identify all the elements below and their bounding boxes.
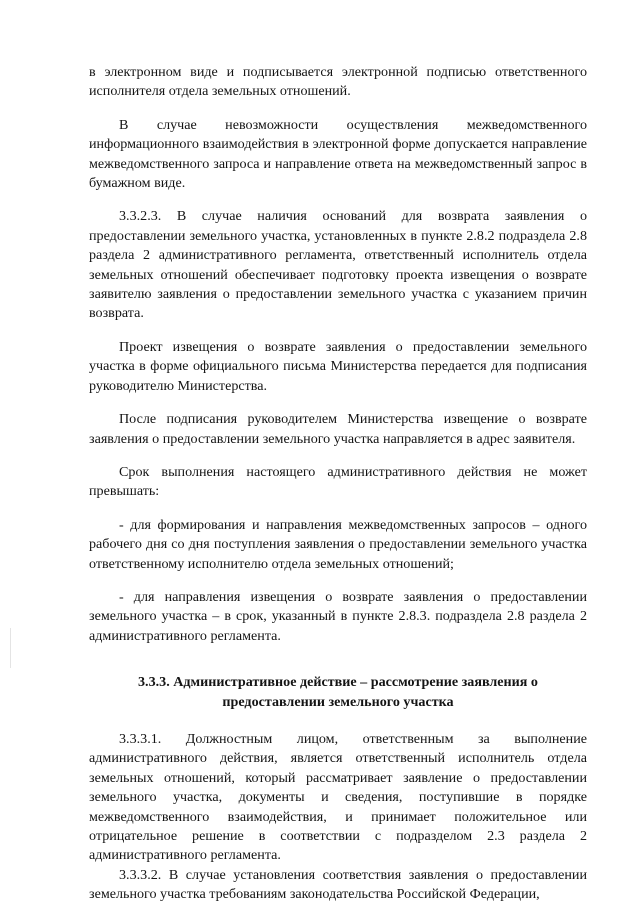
section-heading-3-3-3 bbox=[89, 673, 587, 712]
section-heading-line-2: предоставлении земельного участка bbox=[222, 693, 454, 710]
scan-margin-mark bbox=[10, 628, 11, 668]
paragraph-draft-notice: Проект извещения о возврате заявления о предоставлении земельного участка в форме официального письма Министерства передается для подписания руководителю Министерства. bbox=[89, 338, 587, 394]
list-item-return-notice: - для направления извещения о возврате заявления о предоставлении земельного участка – в срок, указанный в пункте 2.8.3. подраздела 2.8 раздела 2 административного регламента. bbox=[89, 588, 587, 644]
paragraph-deadline: Срок выполнения настоящего административного действия не может превышать: bbox=[89, 463, 587, 500]
paragraph-3-3-3-1: 3.3.3.1. Должностным лицом, ответственным за выполнение административного действия, является ответственный исполнитель отдела земельных отношений, который рассматривает заявление о предоставлении земельного участка, документы и сведения, поступившие в порядке межведомственного взаимодействия, и принимает положительное или отрицательное решение в соответствии с подразделом 2.3 раздела 2 административного регламента. bbox=[89, 730, 587, 864]
paragraph-3-3-2-3: 3.3.2.3. В случае наличия оснований для возврата заявления о предоставлении земельного участка, установленных в пункте 2.8.2 подраздела 2.8 раздела 2 административного регламента, ответственный исполнитель отдела земельных отношений обеспечивает подготовку проекта извещения о возврате заявителю заявления о предоставлении земельного участка с указанием причин возврата. bbox=[89, 208, 587, 322]
paragraph-after-signing: После подписания руководителем Министерства извещение о возврате заявления о предоставлении земельного участка направляется в адрес заявителя. bbox=[89, 411, 587, 447]
section-heading-line-1: 3.3.3. Административное действие – рассмотрение заявления о bbox=[138, 674, 538, 691]
paragraph-3-3-3-2: 3.3.3.2. В случае установления соответствия заявления о предоставлении земельного участка требованиям законодательства Российской Федерации, bbox=[89, 866, 587, 903]
document-body bbox=[89, 63, 587, 905]
paragraph-continuation: в электронном виде и подписывается электронной подписью ответственного исполнителя отдела земельных отношений. bbox=[89, 64, 587, 100]
list-item-requests: - для формирования и направления межведомственных запросов – одного рабочего дня со дня поступления заявления о предоставлении земельного участка ответственному исполнителю отдела земельных отношений; bbox=[89, 516, 587, 572]
paragraph-paper-form: В случае невозможности осуществления межведомственного информационного взаимодействия в электронной форме допускается направление межведомственного запроса и направление ответа на межведомственный запрос в бумажном виде. bbox=[89, 116, 587, 192]
